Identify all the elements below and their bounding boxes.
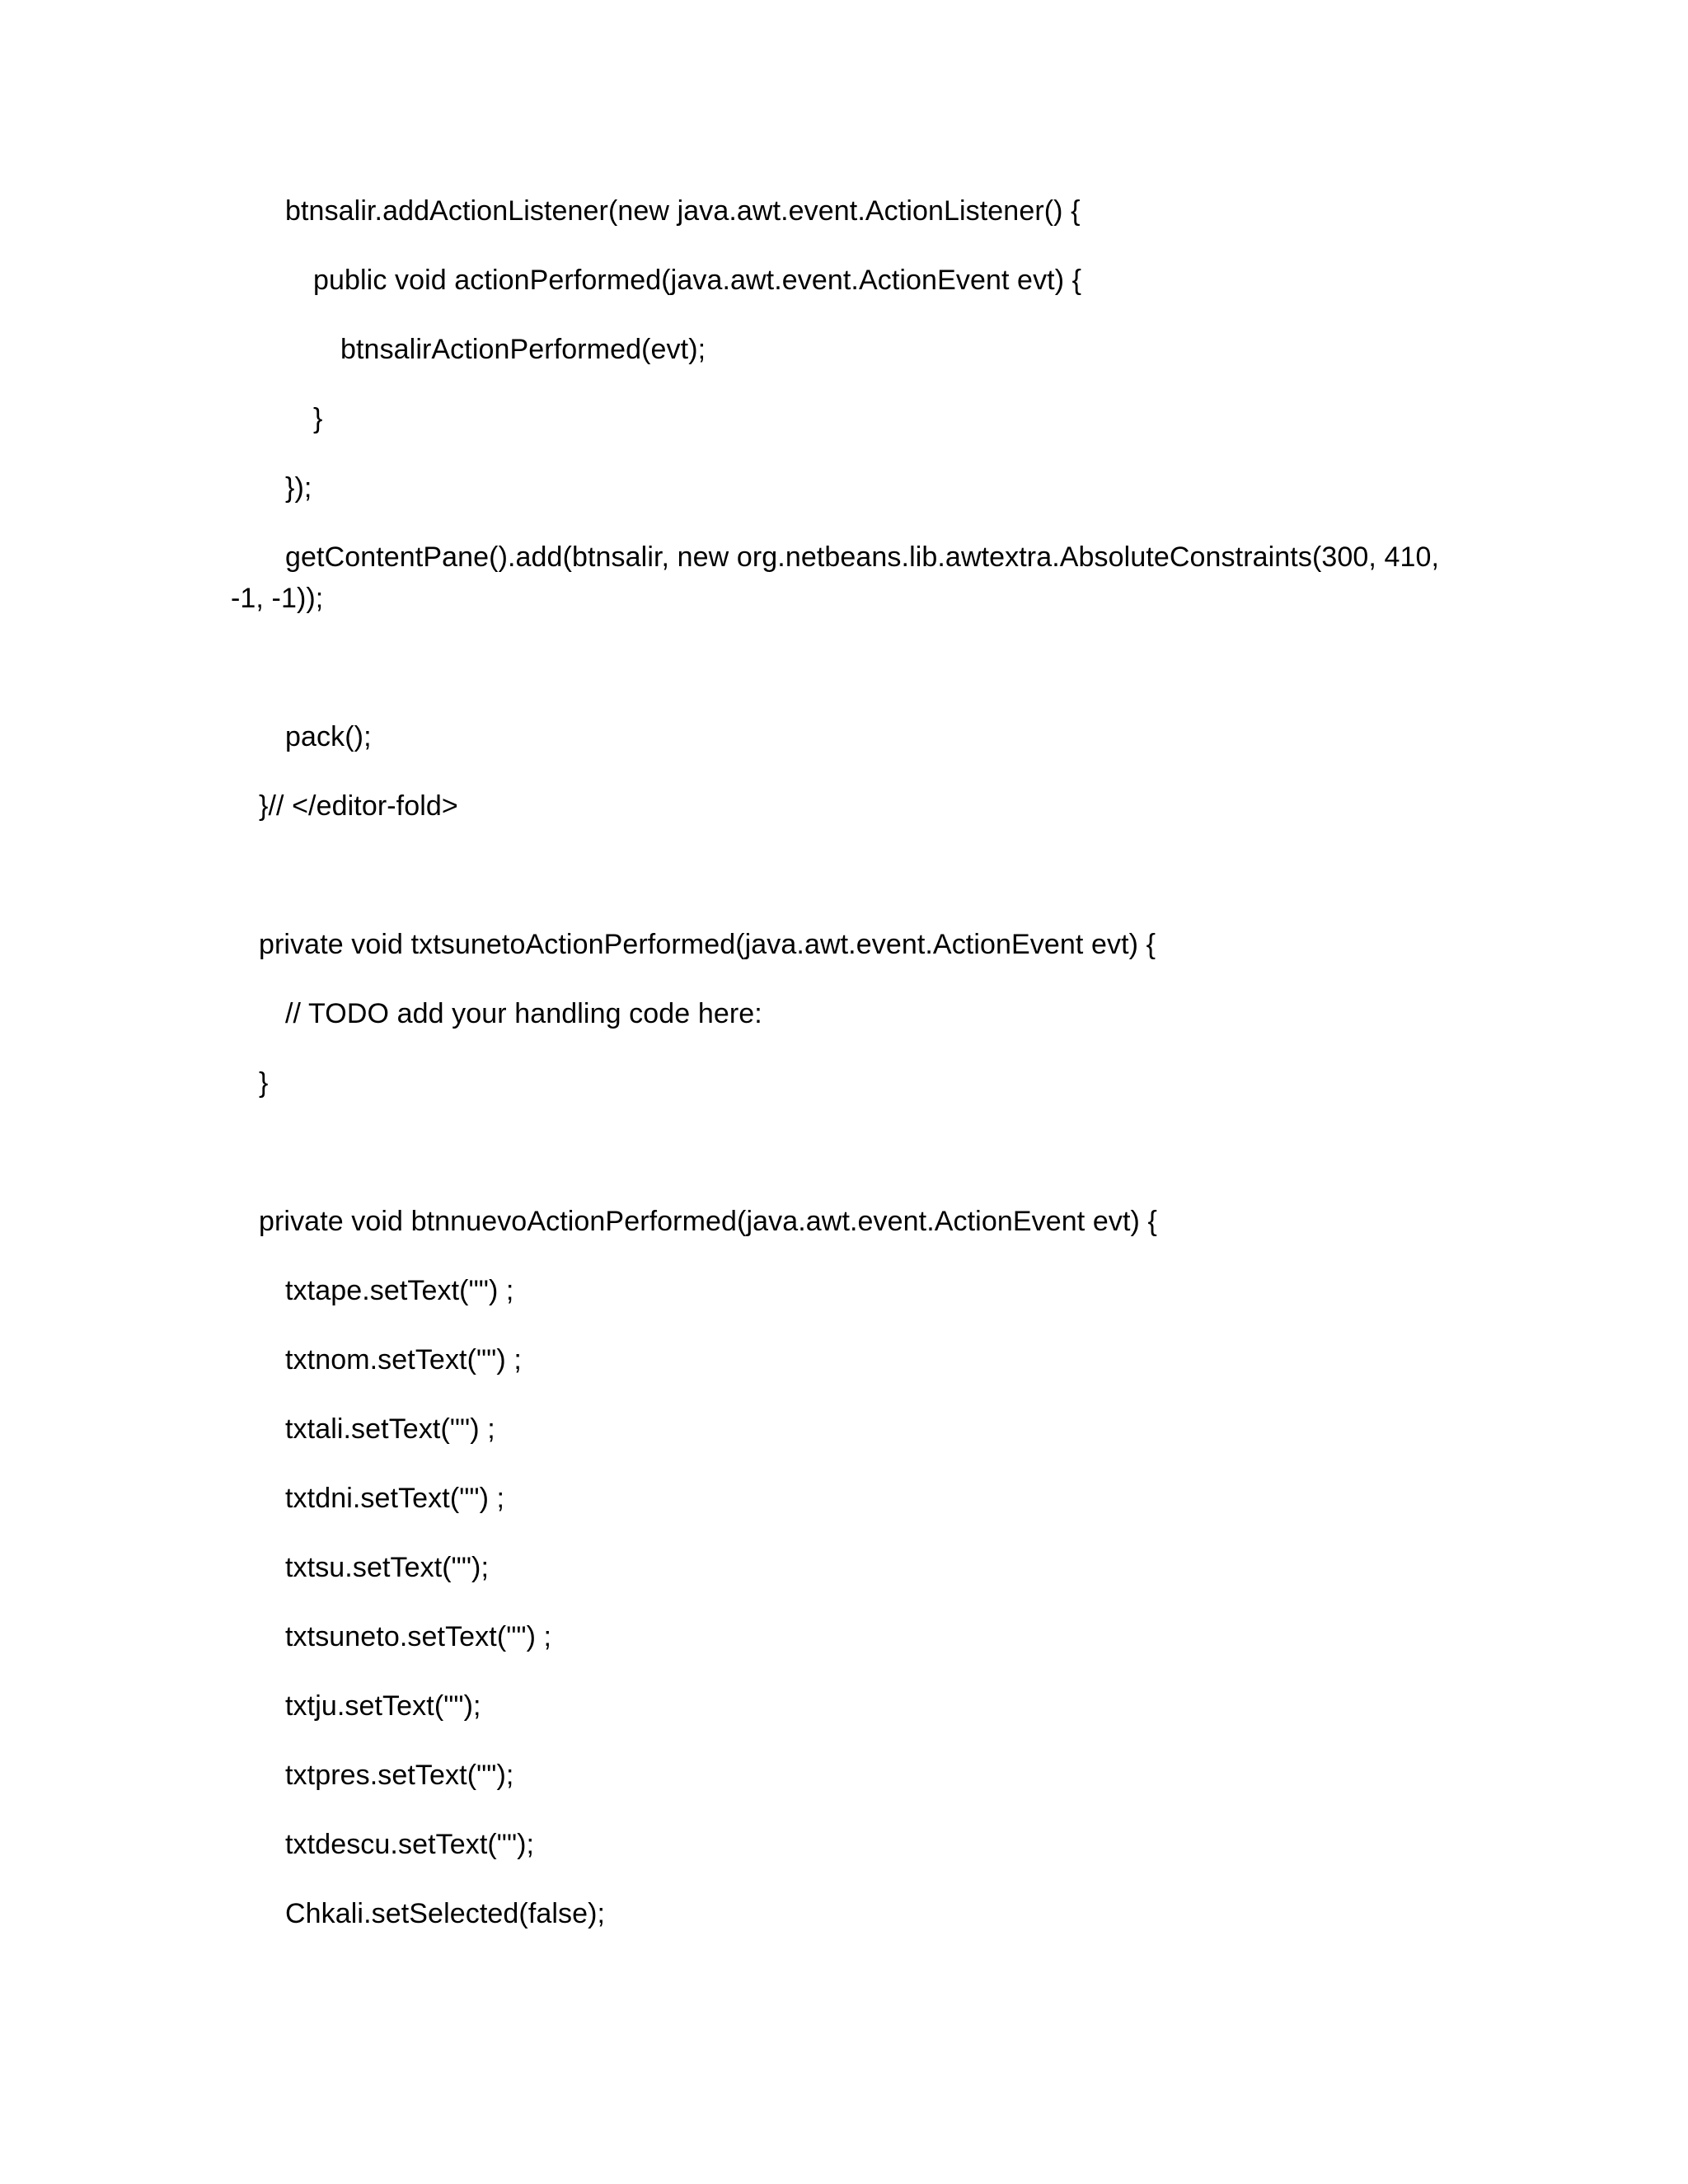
code-line: private void txtsunetoActionPerformed(java.awt.event.ActionEvent evt) { xyxy=(259,929,1156,960)
code-line: txtju.setText(""); xyxy=(285,1690,481,1722)
code-line: getContentPane().add(btnsalir, new org.netbeans.lib.awtextra.AbsoluteConstraints(300, 410, xyxy=(285,541,1440,573)
code-line: }// </editor-fold> xyxy=(259,790,458,822)
code-line: pack(); xyxy=(285,721,372,752)
code-line: } xyxy=(259,1067,269,1099)
code-line: txtali.setText("") ; xyxy=(285,1413,495,1445)
code-line: txtnom.setText("") ; xyxy=(285,1344,522,1376)
code-line: txtsu.setText(""); xyxy=(285,1552,489,1583)
code-line: txtpres.setText(""); xyxy=(285,1760,514,1791)
code-line: -1, -1)); xyxy=(231,583,324,614)
code-line: private void btnnuevoActionPerformed(java.awt.event.ActionEvent evt) { xyxy=(259,1206,1157,1237)
code-line: txtape.setText("") ; xyxy=(285,1275,514,1306)
code-line: public void actionPerformed(java.awt.event.ActionEvent evt) { xyxy=(313,265,1082,296)
code-line: btnsalir.addActionListener(new java.awt.event.ActionListener() { xyxy=(285,195,1081,227)
code-line: txtsuneto.setText("") ; xyxy=(285,1621,552,1652)
code-line: txtdescu.setText(""); xyxy=(285,1829,535,1860)
code-line: Chkali.setSelected(false); xyxy=(285,1898,606,1929)
code-line: }); xyxy=(285,472,312,504)
code-line: } xyxy=(313,403,323,434)
code-line: // TODO add your handling code here: xyxy=(285,998,762,1029)
code-line: btnsalirActionPerformed(evt); xyxy=(340,334,706,365)
code-line: txtdni.setText("") ; xyxy=(285,1483,505,1514)
